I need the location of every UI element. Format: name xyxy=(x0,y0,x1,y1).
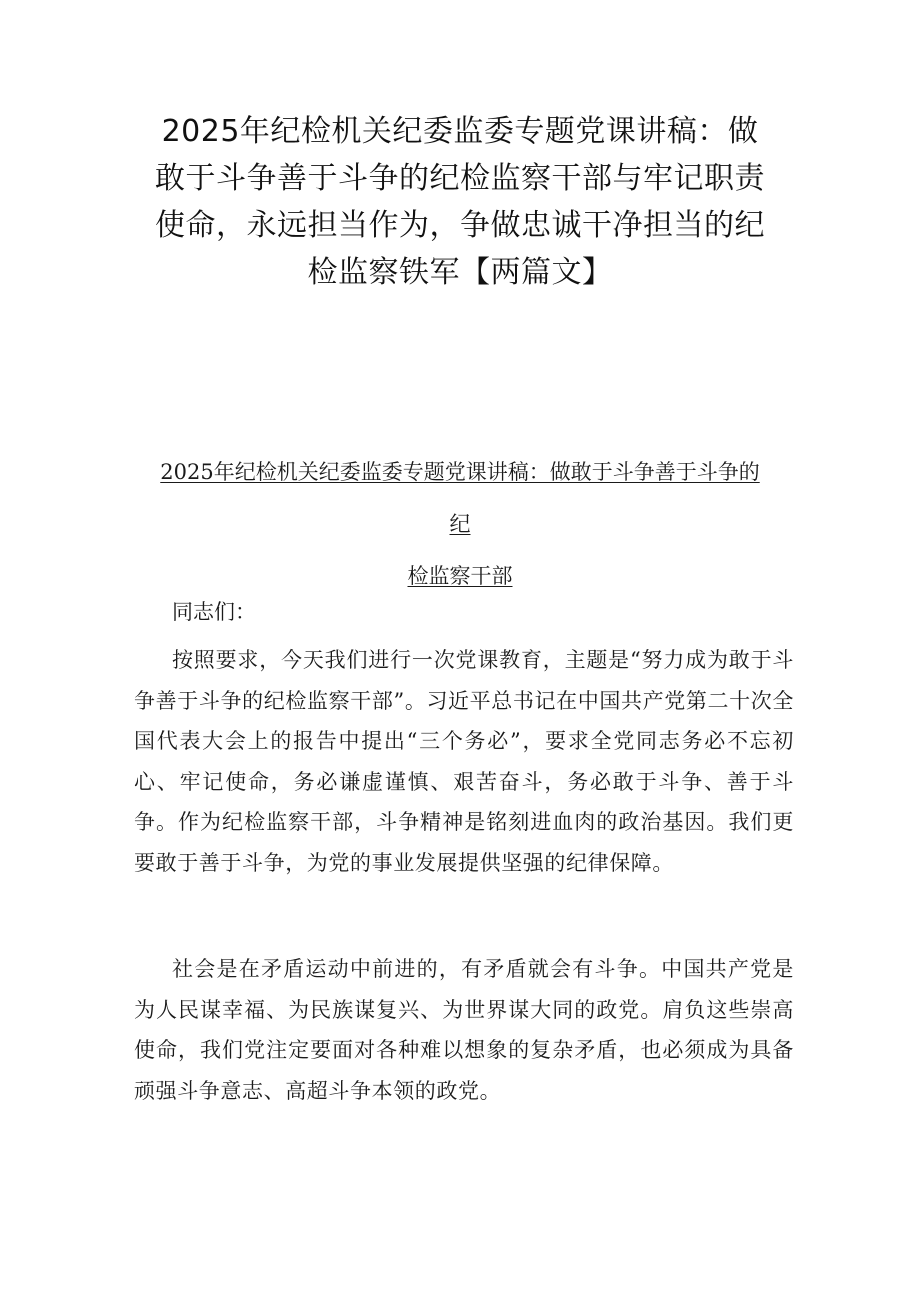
body-paragraph-2: 社会是在矛盾运动中前进的，有矛盾就会有斗争。中国共产党是为人民谋幸福、为民族谋复兴、为世界谋大同的政党。肩负这些崇高使命，我们党注定要面对各种难以想象的复杂矛盾，也必须成为具备顽强斗争意志、高超斗争本领的政党。 xyxy=(134,957,794,1103)
body-paragraph-1: 按照要求，今天我们进行一次党课教育，主题是“努力成为敢于斗争善于斗争的纪检监察干部”。习近平总书记在中国共产党第二十次全国代表大会上的报告中提出“三个务必”，要求全党同志务必不忘初心、牢记使命，务必谦虚谨慎、艰苦奋斗，务必敢于斗争、善于斗争。作为纪检监察干部，斗争精神是铭刻进血肉的政治基因。我们更要敢于善于斗争，为党的事业发展提供坚强的纪律保障。 xyxy=(134,648,794,875)
sub-title-line-2 xyxy=(120,498,800,550)
salutation: 同志们： xyxy=(172,600,256,624)
main-title: 2025年纪检机关纪委监委专题党课讲稿：做敢于斗争善于斗争的纪检监察干部与牢记职责使命，永远担当作为，争做忠诚干净担当的纪检监察铁军【两篇文】 xyxy=(155,114,765,290)
sub-title-text-1: 2025年纪检机关纪委监委专题党课讲稿：做敢于斗争善于斗争的 xyxy=(160,460,760,484)
sub-title-line-1 xyxy=(120,446,800,498)
sub-title-text-3: 检监察干部 xyxy=(407,564,513,588)
sub-title xyxy=(120,446,800,602)
sub-title-text-2: 纪 xyxy=(449,512,471,536)
